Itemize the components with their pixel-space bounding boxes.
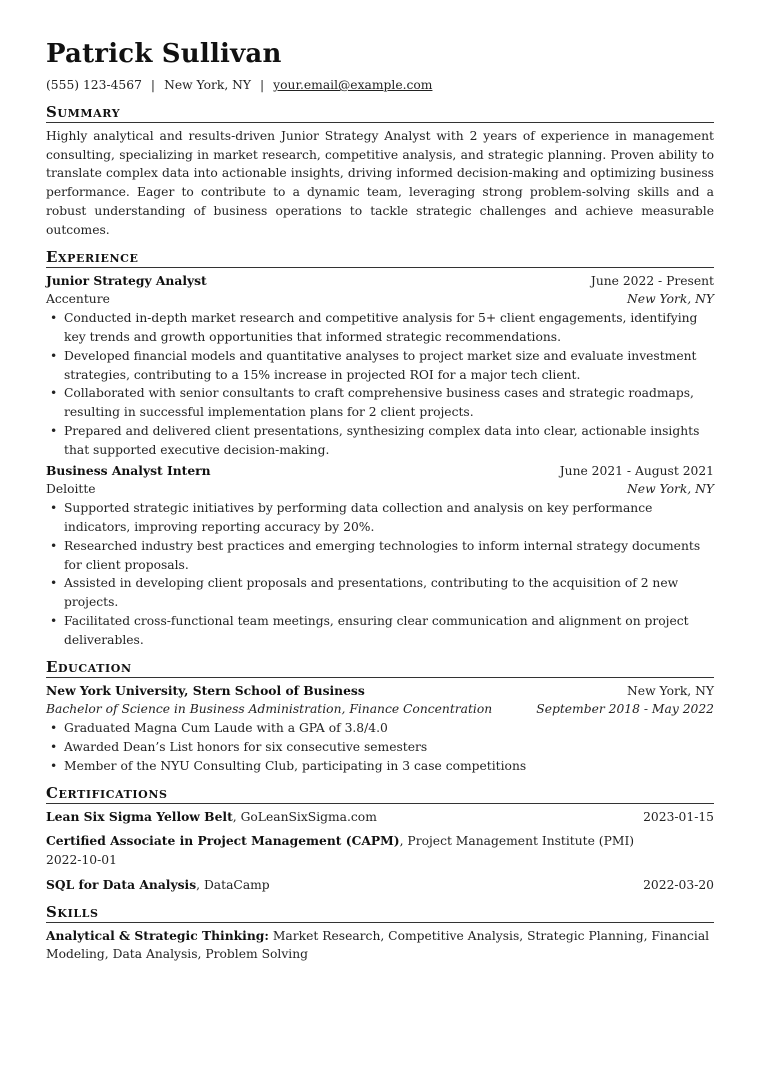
certification-issuer: , GoLeanSixSigma.com (232, 809, 377, 824)
job-header-row (46, 272, 714, 291)
certifications-section (46, 784, 714, 895)
skills-text (46, 927, 714, 965)
bullet-item: • Developed financial models and quantitative analyses to project market size and evaluate investment strategies, contributing to a 15% increase in projected ROI for a major tech client. (46, 347, 714, 385)
certification-text (46, 876, 270, 895)
bullet-item: • Member of the NYU Consulting Club, participating in 3 case competitions (46, 757, 714, 776)
section-title-skills: Skills (46, 903, 714, 923)
experience-section (46, 248, 714, 650)
section-title-summary: Summary (46, 103, 714, 123)
section-title-experience: Experience (46, 248, 714, 268)
certification-item (46, 832, 714, 870)
certification-text (46, 808, 377, 827)
bullet-item: • Prepared and delivered client presentations, synthesizing complex data into clear, actionable insights that supported executive decision-making. (46, 422, 714, 460)
company-name: Deloitte (46, 482, 96, 497)
education-dates: September 2018 - May 2022 (536, 702, 714, 717)
education-bullets (46, 719, 714, 775)
job-title: Business Analyst Intern (46, 462, 211, 478)
certification-item (46, 808, 714, 827)
bullet-item: • Researched industry best practices and emerging technologies to inform internal strategy documents for client proposals. (46, 537, 714, 575)
job-location: New York, NY (627, 292, 714, 307)
bullet-item: • Supported strategic initiatives by performing data collection and analysis on key performance indicators, improving reporting accuracy by 20%. (46, 499, 714, 537)
skills-label: Analytical & Strategic Thinking: (46, 927, 269, 943)
school-location: New York, NY (627, 683, 714, 698)
contact-line (46, 76, 714, 95)
section-title-certifications: Certifications (46, 784, 714, 804)
location: New York, NY (164, 78, 252, 92)
certification-date: 2023-01-15 (643, 809, 714, 824)
education-section (46, 658, 714, 776)
phone-number: (555) 123-4567 (46, 78, 142, 92)
bullet-item: • Graduated Magna Cum Laude with a GPA of 3.8/4.0 (46, 719, 714, 738)
company-name: Accenture (46, 292, 110, 307)
certification-date: 2022-10-01 (46, 853, 117, 868)
degree-row (46, 700, 714, 719)
job-location: New York, NY (627, 482, 714, 497)
bullet-item: • Facilitated cross-functional team meetings, ensuring clear communication and alignment on project deliverables. (46, 612, 714, 650)
certification-name: Lean Six Sigma Yellow Belt (46, 808, 233, 824)
bullet-item: • Assisted in developing client proposals and presentations, contributing to the acquisition of 2 new projects. (46, 574, 714, 612)
contact-separator: | (260, 78, 265, 92)
skills-list: Market Research, Competitive Analysis, Strategic Planning, Financial Modeling, Data Analysis, Problem Solving (46, 928, 710, 962)
job-title: Junior Strategy Analyst (46, 272, 207, 288)
email-link[interactable]: your.email@example.com (273, 78, 433, 92)
contact-separator: | (150, 78, 156, 92)
job-dates: June 2021 - August 2021 (559, 463, 714, 478)
certification-issuer: , DataCamp (196, 877, 270, 892)
certification-text (46, 832, 714, 851)
certification-name: SQL for Data Analysis (46, 876, 197, 892)
job-company-row (46, 290, 714, 309)
job-bullets (46, 499, 714, 649)
job-header-row (46, 462, 714, 481)
bullet-item: • Collaborated with senior consultants to craft comprehensive business cases and strategic roadmaps, resulting in successful implementation plans for 2 client projects. (46, 384, 714, 422)
summary-text: Highly analytical and results-driven Junior Strategy Analyst with 2 years of experience in management consulting, specializing in market research, competitive analysis, and strategic planning. Proven ability to translate complex data into actionable insights, driving informed decision-making and optimizing business performance. Eager to contribute to a dynamic team, leveraging strong problem-solving skills and a robust understanding of business operations to tackle strategic challenges and achieve measurable outcomes. (46, 128, 714, 237)
certification-date: 2022-03-20 (643, 877, 714, 892)
certification-name: Certified Associate in Project Management (CAPM) (46, 833, 400, 849)
school-name: New York University, Stern School of Business (46, 682, 365, 698)
job-company-row (46, 480, 714, 499)
school-row (46, 682, 714, 701)
certification-issuer: , Project Management Institute (PMI) (399, 834, 635, 849)
degree-name: Bachelor of Science in Business Administration, Finance Concentration (46, 702, 493, 717)
job-dates: June 2022 - Present (590, 273, 714, 288)
bullet-item: • Conducted in-depth market research and competitive analysis for 5+ client engagements, identifying key trends and growth opportunities that informed strategic recommendations. (46, 309, 714, 347)
experience-entry (46, 272, 714, 460)
job-bullets (46, 309, 714, 459)
bullet-item: • Awarded Dean’s List honors for six consecutive semesters (46, 738, 714, 757)
candidate-name: Patrick Sullivan (46, 39, 282, 69)
resume-page (46, 38, 714, 964)
skills-section (46, 903, 714, 965)
summary-section (46, 103, 714, 240)
experience-entry (46, 462, 714, 650)
certification-item (46, 876, 714, 895)
section-title-education: Education (46, 658, 714, 678)
